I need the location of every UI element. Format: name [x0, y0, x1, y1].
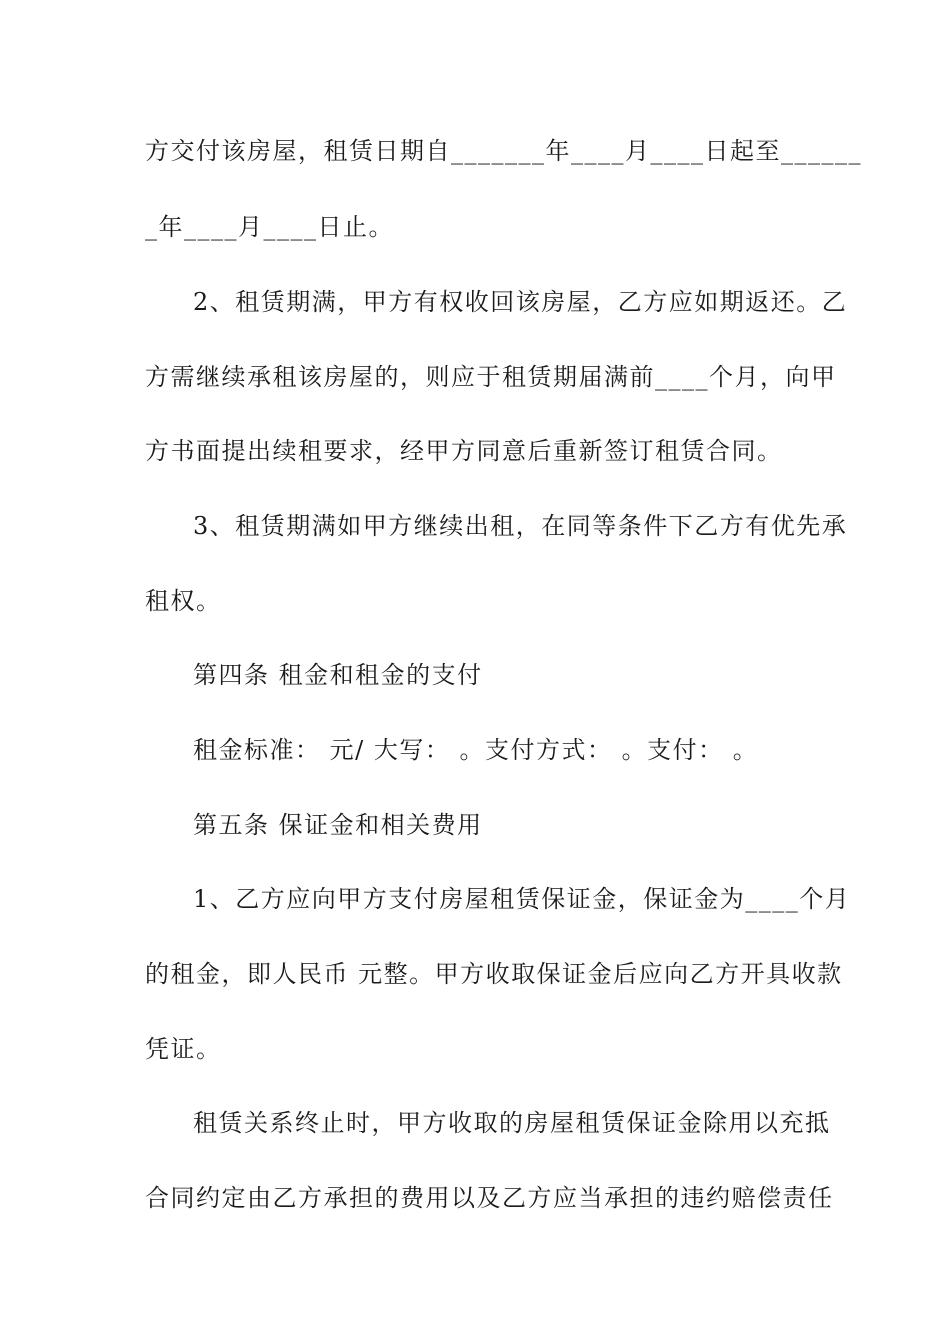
section-heading: 第四条 租金和租金的支付: [193, 661, 483, 689]
text-line: 方书面提出续租要求，经甲方同意后重新签订租赁合同。: [145, 437, 783, 465]
paragraph-start-line: 2、租赁期满，甲方有权收回该房屋，乙方应如期返还。乙: [193, 288, 848, 316]
text-line: 合同约定由乙方承担的费用以及乙方应当承担的违约赔偿责任: [145, 1184, 834, 1212]
text-line: 方需继续承租该房屋的，则应于租赁期届满前____个月，向甲: [145, 363, 837, 391]
paragraph-start-line: 3、租赁期满如甲方继续出租，在同等条件下乙方有优先承: [193, 512, 848, 540]
text-line: 凭证。: [145, 1035, 222, 1063]
text-line: _年____月____日止。: [145, 213, 394, 241]
paragraph-start-line: 1、乙方应向甲方支付房屋租赁保证金，保证金为____个月: [193, 885, 851, 913]
paragraph-start-line: 租赁关系终止时，甲方收取的房屋租赁保证金除用以充抵: [193, 1109, 831, 1137]
rent-standard-line: 租金标准： 元/ 大写： 。支付方式： 。支付： 。: [193, 736, 759, 764]
text-line: 租权。: [145, 587, 222, 615]
text-line: 方交付该房屋，租赁日期自_______年____月____日起至______: [145, 137, 862, 165]
section-heading: 第五条 保证金和相关费用: [193, 811, 483, 839]
text-line: 的租金，即人民币 元整。甲方收取保证金后应向乙方开具收款: [145, 960, 843, 988]
